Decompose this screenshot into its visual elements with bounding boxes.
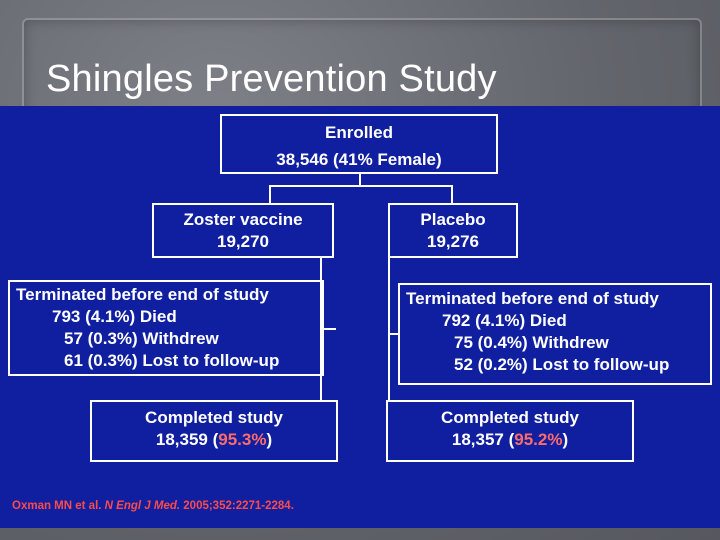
vaccine-terminated-box xyxy=(8,280,324,376)
placebo-terminated-label: Terminated before end of study xyxy=(406,289,659,308)
enrolled-box xyxy=(220,114,498,174)
vaccine-arm-count: 19,270 xyxy=(217,232,269,251)
placebo-withdrew: 75 (0.4%) Withdrew xyxy=(454,333,609,352)
placebo-completed-pct: 95.2% xyxy=(514,430,563,449)
connector-horizontal xyxy=(270,185,452,187)
placebo-completed-value xyxy=(388,429,632,451)
vaccine-completed-label: Completed study xyxy=(145,408,283,427)
placebo-completed-box xyxy=(386,400,634,462)
slide-title: Shingles Prevention Study xyxy=(46,58,497,100)
citation xyxy=(12,500,294,512)
enrolled-label: Enrolled xyxy=(324,123,393,142)
connector-left-down xyxy=(269,185,271,203)
placebo-lost-to-follow-up: 52 (0.2%) Lost to follow-up xyxy=(454,355,670,374)
vaccine-completed-close: ) xyxy=(266,430,273,449)
citation-authors: Oxman MN et al. xyxy=(12,500,105,512)
connector-placebo-down xyxy=(388,258,390,400)
citation-details: 2005;352:2271-2284. xyxy=(180,500,294,512)
vaccine-completed-count: 18,359 ( xyxy=(155,430,219,449)
vaccine-arm-name: Zoster vaccine xyxy=(183,210,303,229)
placebo-arm-name: Placebo xyxy=(420,210,486,229)
placebo-completed-label: Completed study xyxy=(441,408,579,427)
placebo-died: 792 (4.1%) Died xyxy=(442,311,567,330)
vaccine-completed-box xyxy=(90,400,338,462)
vaccine-completed-value xyxy=(92,429,336,451)
placebo-completed-count: 18,357 ( xyxy=(451,430,515,449)
connector-placebo-to-terminated xyxy=(388,333,398,335)
vaccine-withdrew: 57 (0.3%) Withdrew xyxy=(64,329,219,348)
placebo-completed-close: ) xyxy=(562,430,569,449)
vaccine-completed-pct: 95.3% xyxy=(218,430,267,449)
vaccine-died: 793 (4.1%) Died xyxy=(52,307,177,326)
vaccine-arm-box xyxy=(152,203,334,258)
enrolled-count: 38,546 (41% Female) xyxy=(276,150,442,169)
vaccine-terminated-label: Terminated before end of study xyxy=(16,285,269,304)
vaccine-lost-to-follow-up: 61 (0.3%) Lost to follow-up xyxy=(64,351,280,370)
placebo-arm-count: 19,276 xyxy=(427,232,479,251)
placebo-terminated-box xyxy=(398,283,712,385)
connector-right-down xyxy=(451,185,453,203)
connector-vaccine-to-terminated xyxy=(322,328,336,330)
citation-journal: N Engl J Med. xyxy=(104,500,181,512)
placebo-arm-box xyxy=(388,203,518,258)
